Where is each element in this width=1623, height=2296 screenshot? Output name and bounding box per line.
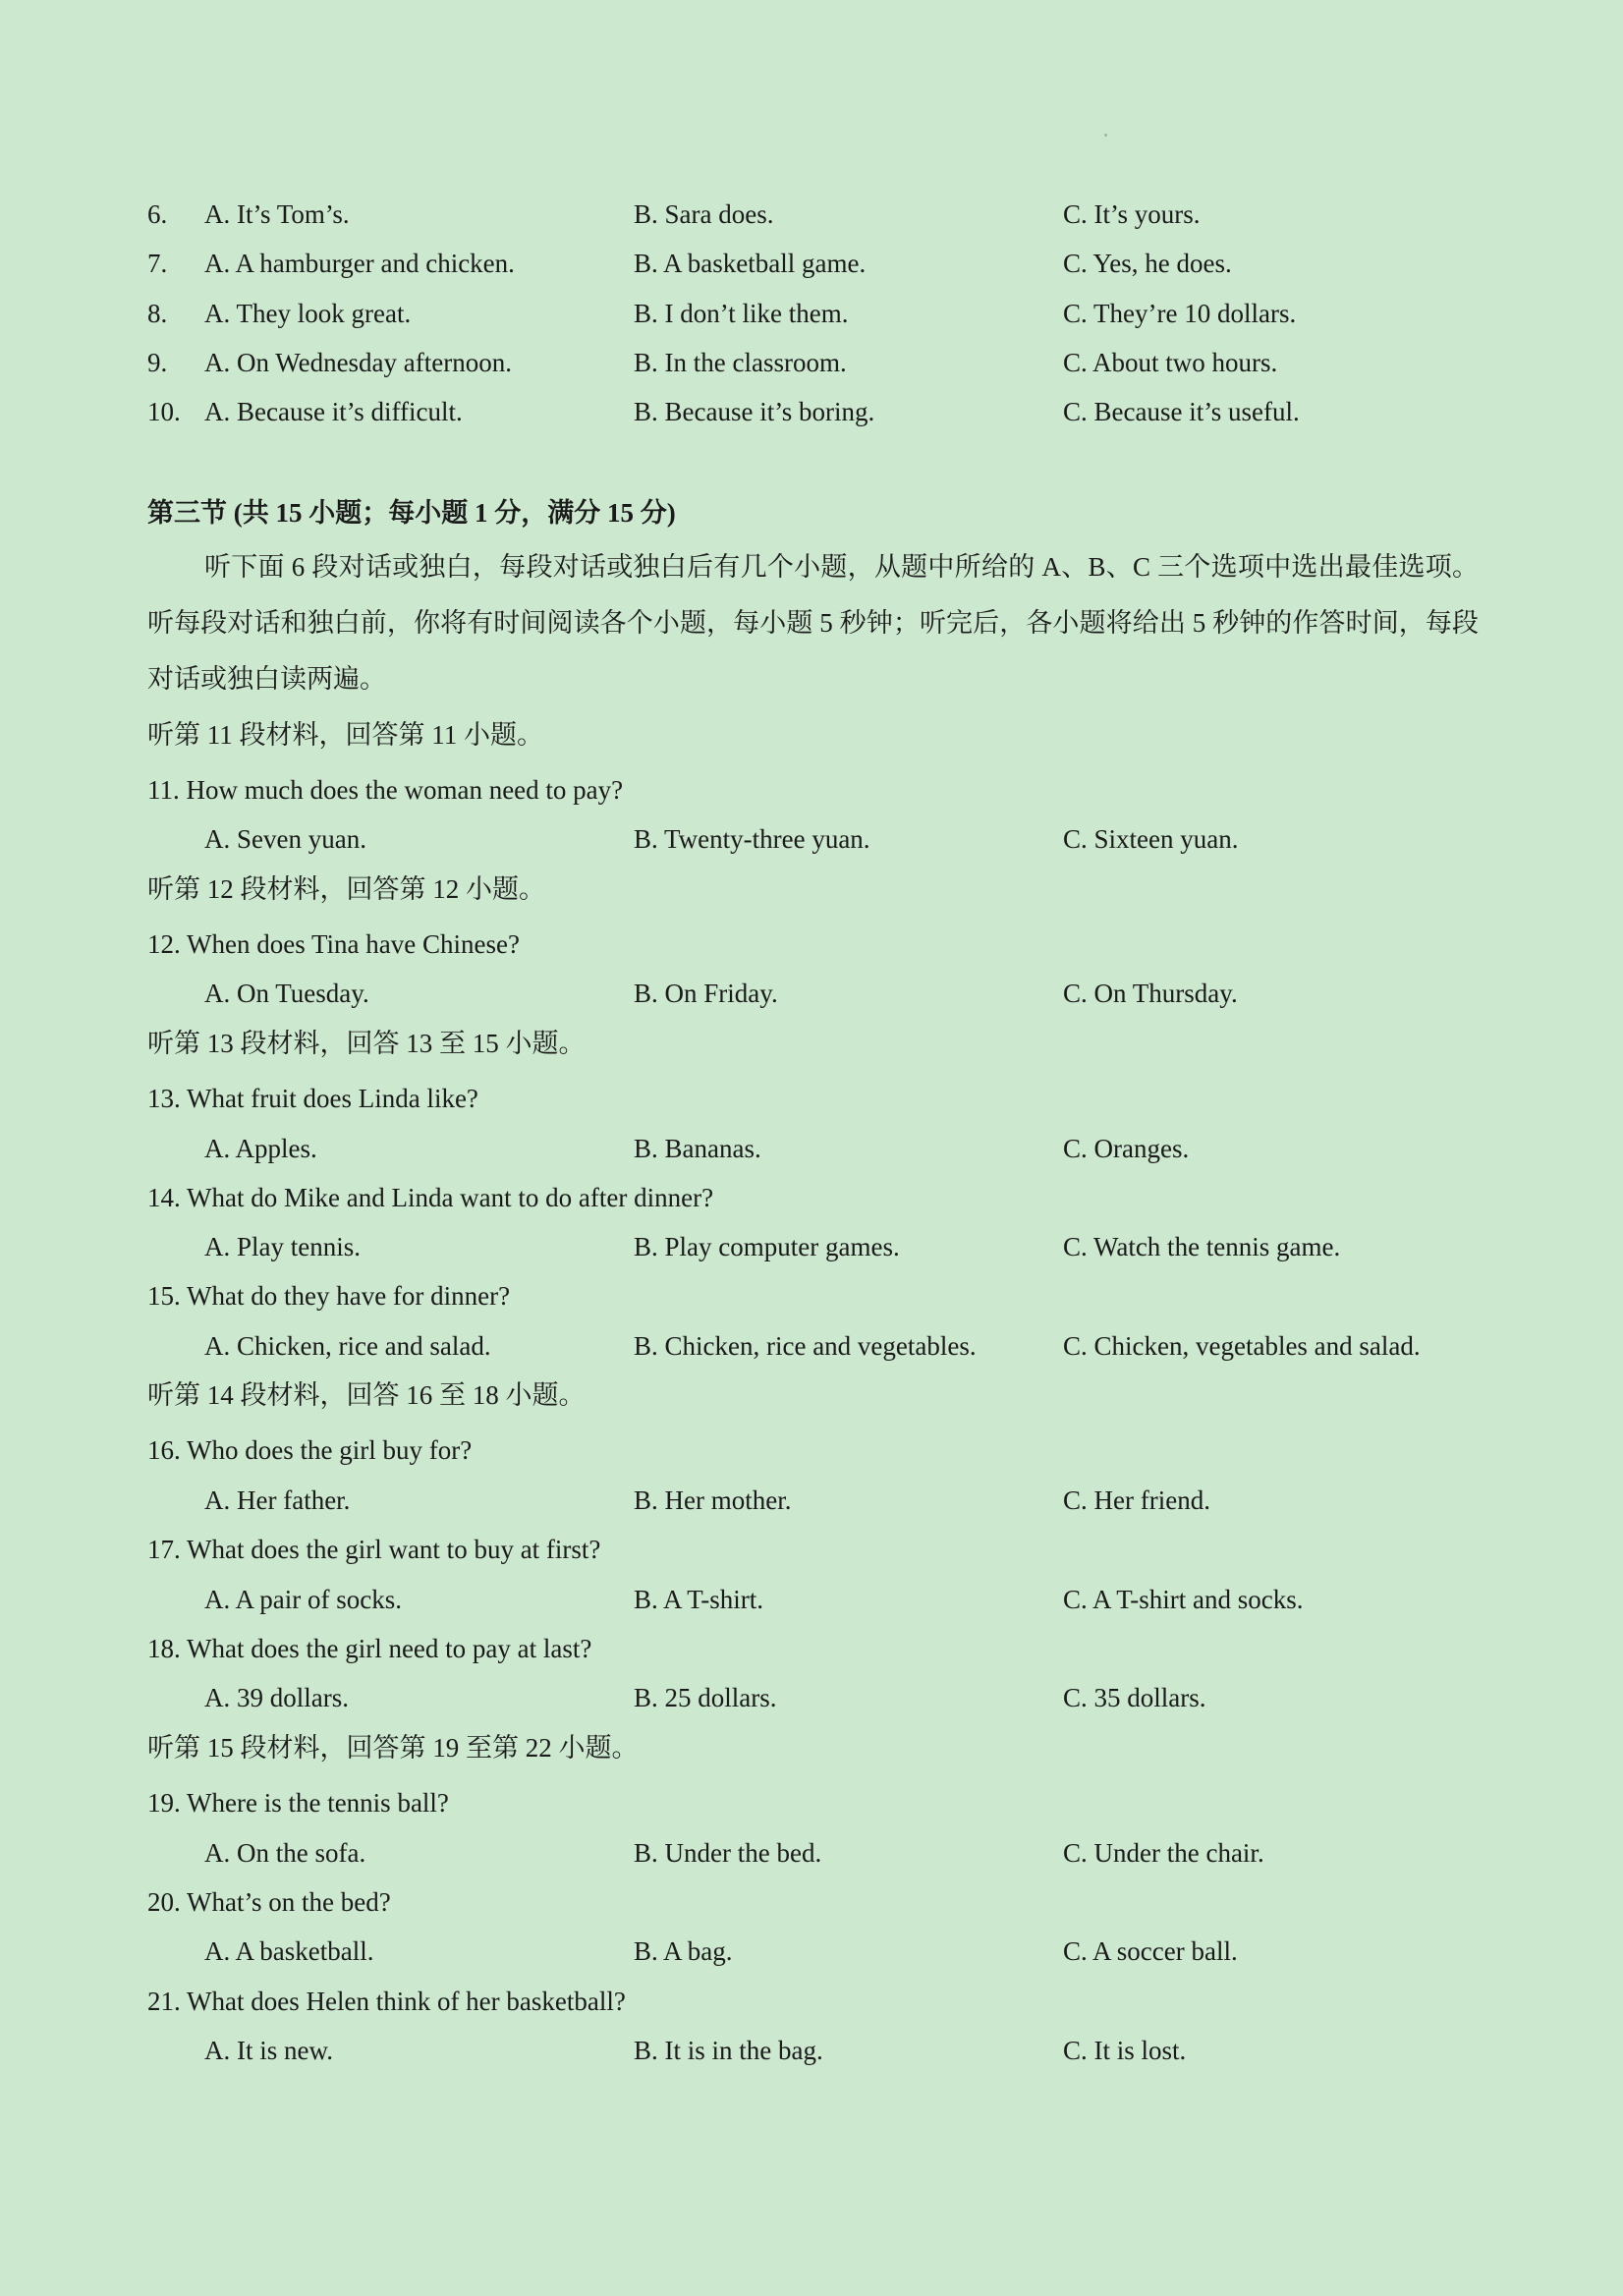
- material-instruction: 听第 15 段材料，回答第 19 至第 22 小题。: [147, 1733, 639, 1763]
- material-instruction: 听第 13 段材料，回答 13 至 15 小题。: [147, 1029, 586, 1058]
- material-13: [0, 1022, 1623, 1065]
- material-14: [0, 1373, 1623, 1417]
- question-15: [0, 1274, 1623, 1317]
- option-c: C. Her friend.: [1063, 1485, 1210, 1515]
- question-text: 21. What does Helen think of her basketball?: [147, 1987, 626, 2016]
- option-b: B. 25 dollars.: [634, 1683, 777, 1712]
- option-b: B. It is in the bag.: [634, 2036, 823, 2065]
- option-a: A. A hamburger and chicken.: [204, 249, 515, 278]
- option-b: B. On Friday.: [634, 979, 778, 1008]
- question-16: [0, 1428, 1623, 1472]
- option-c: C. A soccer ball.: [1063, 1936, 1238, 1966]
- scan-speck: [1104, 134, 1107, 137]
- question-number: 9.: [147, 348, 168, 377]
- option-a: A. Play tennis.: [204, 1232, 361, 1261]
- option-a: A. Apples.: [204, 1134, 317, 1163]
- option-b: B. Chicken, rice and vegetables.: [634, 1331, 977, 1361]
- options-21: [0, 2029, 1623, 2072]
- answer-row-10: [0, 390, 1623, 433]
- options-20: [0, 1930, 1623, 1973]
- option-a: A. They look great.: [204, 299, 412, 328]
- question-number: 6.: [147, 199, 168, 229]
- question-12: [0, 923, 1623, 966]
- option-c: C. Yes, he does.: [1063, 249, 1232, 278]
- question-14: [0, 1176, 1623, 1219]
- option-a: A. On Tuesday.: [204, 979, 369, 1008]
- option-a: A. On the sofa.: [204, 1838, 366, 1868]
- question-text: 11. How much does the woman need to pay?: [147, 775, 624, 805]
- option-b: B. I don’t like them.: [634, 299, 849, 328]
- option-b: B. In the classroom.: [634, 348, 847, 377]
- options-17: [0, 1578, 1623, 1621]
- section-instructions: 听下面 6 段对话或独白，每段对话或独白后有几个小题，从题中所给的 A、B、C 三个选项中选出最佳选项。听每段对话和独白前，你将有时间阅读各个小题，每小题 5 秒钟；听完后，各小题将给出 5 秒钟的作答时间，每段对话或独白读两遍。: [147, 552, 1479, 694]
- question-text: 16. Who does the girl buy for?: [147, 1435, 473, 1465]
- options-15: [0, 1324, 1623, 1368]
- question-18: [0, 1627, 1623, 1670]
- answer-row-7: [0, 242, 1623, 285]
- options-16: [0, 1479, 1623, 1522]
- option-c: C. About two hours.: [1063, 348, 1278, 377]
- question-text: 13. What fruit does Linda like?: [147, 1084, 478, 1113]
- option-a: A. It’s Tom’s.: [204, 199, 350, 229]
- option-c: C. It is lost.: [1063, 2036, 1187, 2065]
- material-instruction: 听第 11 段材料，回答第 11 小题。: [147, 720, 543, 750]
- options-11: [0, 817, 1623, 861]
- option-c: C. It’s yours.: [1063, 199, 1201, 229]
- question-13: [0, 1077, 1623, 1120]
- material-instruction: 听第 12 段材料，回答第 12 小题。: [147, 874, 545, 904]
- question-text: 14. What do Mike and Linda want to do after dinner?: [147, 1183, 714, 1212]
- answer-row-8: [0, 292, 1623, 335]
- answer-row-6: [0, 193, 1623, 236]
- question-number: 8.: [147, 299, 168, 328]
- option-c: C. 35 dollars.: [1063, 1683, 1206, 1712]
- question-text: 19. Where is the tennis ball?: [147, 1788, 449, 1818]
- option-a: A. Chicken, rice and salad.: [204, 1331, 491, 1361]
- question-number: 10.: [147, 397, 181, 426]
- option-b: B. A basketball game.: [634, 249, 867, 278]
- options-12: [0, 972, 1623, 1015]
- option-c: C. Watch the tennis game.: [1063, 1232, 1341, 1261]
- question-11: [0, 768, 1623, 812]
- options-14: [0, 1225, 1623, 1268]
- question-text: 17. What does the girl want to buy at first?: [147, 1535, 601, 1564]
- option-b: B. Because it’s boring.: [634, 397, 875, 426]
- option-a: A. It is new.: [204, 2036, 333, 2065]
- option-a: A. A basketball.: [204, 1936, 374, 1966]
- option-c: C. Sixteen yuan.: [1063, 824, 1239, 854]
- material-instruction: 听第 14 段材料，回答 16 至 18 小题。: [147, 1380, 586, 1410]
- option-b: B. Her mother.: [634, 1485, 792, 1515]
- section-title: 第三节 (共 15 小题；每小题 1 分，满分 15 分): [147, 498, 676, 528]
- option-b: B. Twenty-three yuan.: [634, 824, 870, 854]
- option-a: A. Because it’s difficult.: [204, 397, 463, 426]
- option-a: A. 39 dollars.: [204, 1683, 349, 1712]
- option-c: C. Because it’s useful.: [1063, 397, 1300, 426]
- question-19: [0, 1781, 1623, 1824]
- options-19: [0, 1831, 1623, 1875]
- option-a: A. Her father.: [204, 1485, 351, 1515]
- answer-row-9: [0, 341, 1623, 384]
- question-text: 12. When does Tina have Chinese?: [147, 929, 520, 959]
- question-text: 20. What’s on the bed?: [147, 1887, 391, 1917]
- option-c: C. On Thursday.: [1063, 979, 1238, 1008]
- option-a: A. On Wednesday afternoon.: [204, 348, 512, 377]
- question-text: 18. What does the girl need to pay at last?: [147, 1634, 592, 1663]
- option-b: B. Play computer games.: [634, 1232, 900, 1261]
- option-b: B. A bag.: [634, 1936, 733, 1966]
- option-c: C. Oranges.: [1063, 1134, 1190, 1163]
- question-21: [0, 1980, 1623, 2023]
- options-13: [0, 1127, 1623, 1170]
- option-c: C. They’re 10 dollars.: [1063, 299, 1297, 328]
- material-12: [0, 868, 1623, 911]
- option-b: B. A T-shirt.: [634, 1585, 764, 1614]
- question-number: 7.: [147, 249, 168, 278]
- option-b: B. Under the bed.: [634, 1838, 822, 1868]
- material-11: [0, 713, 1623, 756]
- options-18: [0, 1676, 1623, 1719]
- option-a: A. Seven yuan.: [204, 824, 366, 854]
- question-17: [0, 1528, 1623, 1571]
- material-15: [0, 1726, 1623, 1769]
- option-b: B. Bananas.: [634, 1134, 761, 1163]
- option-c: C. A T-shirt and socks.: [1063, 1585, 1304, 1614]
- option-c: C. Chicken, vegetables and salad.: [1063, 1331, 1421, 1361]
- question-text: 15. What do they have for dinner?: [147, 1281, 511, 1311]
- option-b: B. Sara does.: [634, 199, 774, 229]
- question-20: [0, 1880, 1623, 1924]
- option-c: C. Under the chair.: [1063, 1838, 1264, 1868]
- option-a: A. A pair of socks.: [204, 1585, 402, 1614]
